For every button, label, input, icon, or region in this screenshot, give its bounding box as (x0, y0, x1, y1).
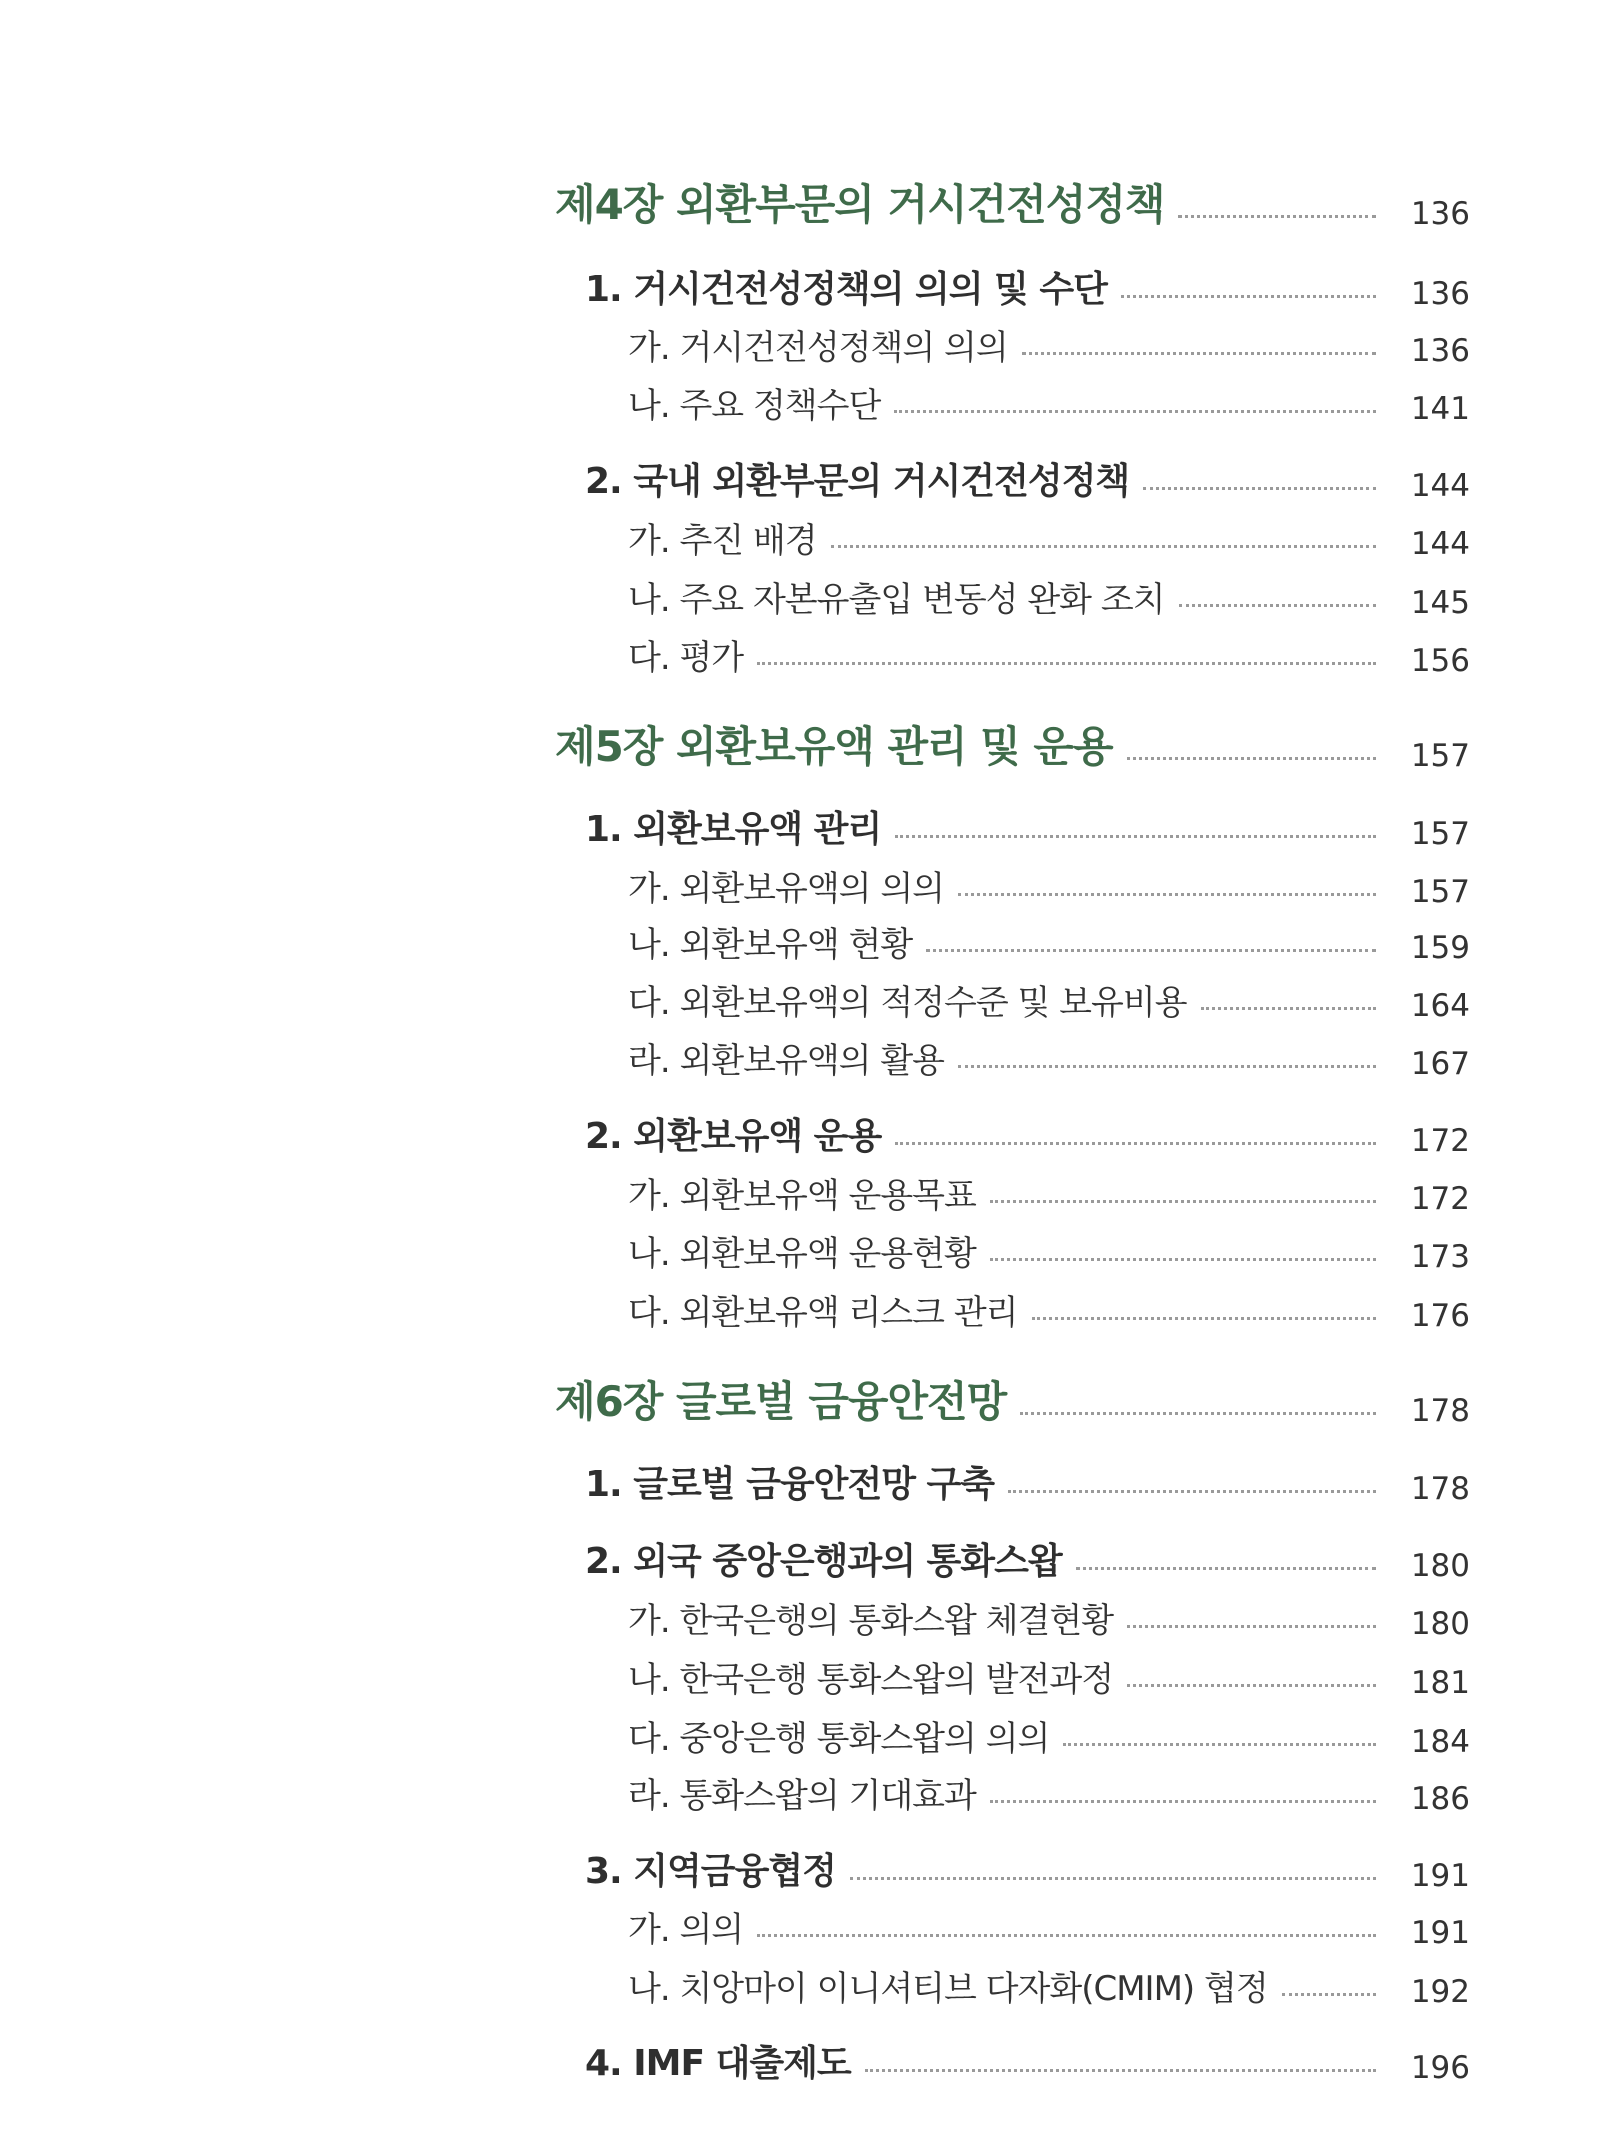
dot-leader (895, 835, 1376, 838)
dot-leader (1201, 1007, 1376, 1010)
dot-leader (895, 1142, 1376, 1145)
toc-entry-chapter[interactable] (0, 1379, 1600, 1429)
toc-entry-title: 2. 외환보유액 운용 (585, 1116, 882, 1157)
toc-entry-section[interactable] (0, 2036, 1600, 2086)
dot-leader (1121, 295, 1376, 298)
toc-entry-sub[interactable] (0, 1592, 1600, 1642)
toc-entry-sub[interactable] (0, 860, 1600, 910)
toc-entry-title: 4. IMF 대출제도 (585, 2043, 851, 2084)
toc-entry-title: 나. 한국은행 통화스왑의 발전과정 (628, 1660, 1114, 1700)
toc-entry-page-number: 144 (1410, 526, 1470, 562)
toc-entry-sub[interactable] (0, 377, 1600, 427)
toc-entry-title: 다. 외환보유액 리스크 관리 (628, 1293, 1018, 1333)
toc-entry-page-number: 173 (1410, 1239, 1470, 1275)
toc-entry-page-number: 178 (1410, 1393, 1470, 1429)
toc-entry-sub[interactable] (0, 512, 1600, 562)
toc-entry-title: 나. 치앙마이 이니셔티브 다자화(CMIM) 협정 (628, 1969, 1268, 2009)
toc-entry-title: 1. 글로벌 금융안전망 구축 (585, 1464, 995, 1505)
toc-entry-title: 가. 외환보유액 운용목표 (628, 1176, 976, 1216)
dot-leader (958, 1065, 1376, 1068)
dot-leader (831, 545, 1376, 548)
toc-entry-title: 라. 외환보유액의 활용 (628, 1041, 945, 1081)
dot-leader (1032, 1317, 1376, 1320)
dot-leader (1282, 1993, 1376, 1996)
toc-entry-page-number: 186 (1410, 1781, 1470, 1817)
dot-leader (865, 2069, 1376, 2072)
toc-entry-sub[interactable] (0, 629, 1600, 679)
toc-entry-page-number: 144 (1410, 468, 1470, 504)
toc-entry-section[interactable] (0, 802, 1600, 852)
toc-entry-page-number: 192 (1410, 1974, 1470, 2010)
toc-entry-page-number: 167 (1410, 1046, 1470, 1082)
toc-entry-page-number: 178 (1410, 1471, 1470, 1507)
toc-entry-sub[interactable] (0, 1651, 1600, 1701)
toc-entry-section[interactable] (0, 1457, 1600, 1507)
toc-entry-title: 제6장 글로벌 금융안전망 (555, 1377, 1007, 1426)
toc-entry-sub[interactable] (0, 571, 1600, 621)
toc-entry-page-number: 191 (1410, 1858, 1470, 1894)
toc-entry-section[interactable] (0, 1534, 1600, 1584)
toc-entry-sub[interactable] (0, 319, 1600, 369)
dot-leader (894, 410, 1376, 413)
toc-entry-page-number: 136 (1410, 276, 1470, 312)
dot-leader (1008, 1490, 1376, 1493)
toc-entry-sub[interactable] (0, 1284, 1600, 1334)
toc-entry-title: 나. 외환보유액 운용현황 (628, 1234, 976, 1274)
dot-leader (958, 893, 1376, 896)
toc-entry-page-number: 157 (1410, 738, 1470, 774)
toc-entry-page-number: 180 (1410, 1606, 1470, 1642)
toc-entry-page-number: 159 (1410, 930, 1470, 966)
toc-entry-page-number: 156 (1410, 643, 1470, 679)
toc-entry-page-number: 157 (1410, 816, 1470, 852)
toc-entry-sub[interactable] (0, 1225, 1600, 1275)
toc-entry-sub[interactable] (0, 1167, 1600, 1217)
toc-entry-title: 1. 외환보유액 관리 (585, 809, 882, 850)
dot-leader (850, 1877, 1376, 1880)
toc-entry-title: 나. 주요 정책수단 (628, 386, 881, 426)
toc-entry-page-number: 136 (1410, 333, 1470, 369)
toc-entry-title: 나. 주요 자본유출입 변동성 완화 조치 (628, 580, 1165, 620)
toc-entry-sub[interactable] (0, 1767, 1600, 1817)
dot-leader (926, 949, 1376, 952)
dot-leader (990, 1800, 1376, 1803)
toc-entry-title: 1. 거시건전성정책의 의의 및 수단 (585, 269, 1107, 310)
dot-leader (1063, 1743, 1376, 1746)
toc-entry-page-number: 136 (1410, 196, 1470, 232)
toc-entry-page-number: 141 (1410, 391, 1470, 427)
toc-entry-sub[interactable] (0, 916, 1600, 966)
toc-entry-title: 2. 외국 중앙은행과의 통화스왑 (585, 1541, 1062, 1582)
toc-entry-title: 제4장 외환부문의 거시건전성정책 (555, 180, 1165, 229)
toc-entry-page-number: 172 (1410, 1123, 1470, 1159)
dot-leader (1178, 215, 1376, 218)
dot-leader (990, 1258, 1376, 1261)
toc-entry-page-number: 176 (1410, 1298, 1470, 1334)
toc-entry-title: 다. 중앙은행 통화스왑의 의의 (628, 1719, 1050, 1759)
toc-entry-title: 나. 외환보유액 현황 (628, 925, 913, 965)
dot-leader (1020, 1412, 1376, 1415)
toc-entry-title: 가. 거시건전성정책의 의의 (628, 328, 1008, 368)
dot-leader (757, 1934, 1376, 1937)
dot-leader (1127, 1625, 1376, 1628)
toc-entry-title: 가. 의의 (628, 1910, 744, 1950)
toc-entry-page-number: 184 (1410, 1724, 1470, 1760)
dot-leader (1022, 352, 1376, 355)
toc-entry-chapter[interactable] (0, 724, 1600, 774)
toc-entry-section[interactable] (0, 262, 1600, 312)
dot-leader (1076, 1567, 1376, 1570)
toc-entry-page-number: 172 (1410, 1181, 1470, 1217)
dot-leader (1127, 1684, 1376, 1687)
toc-entry-sub[interactable] (0, 1960, 1600, 2010)
toc-entry-page-number: 196 (1410, 2050, 1470, 2086)
toc-entry-page-number: 181 (1410, 1665, 1470, 1701)
toc-entry-chapter[interactable] (0, 182, 1600, 232)
toc-entry-page-number: 157 (1410, 874, 1470, 910)
toc-entry-page-number: 191 (1410, 1915, 1470, 1951)
toc-entry-section[interactable] (0, 1109, 1600, 1159)
toc-entry-section[interactable] (0, 1844, 1600, 1894)
toc-entry-page-number: 180 (1410, 1548, 1470, 1584)
dot-leader (1127, 757, 1376, 760)
toc-entry-title: 가. 한국은행의 통화스왑 체결현황 (628, 1601, 1114, 1641)
toc-entry-sub[interactable] (0, 1710, 1600, 1760)
toc-entry-page-number: 145 (1410, 585, 1470, 621)
dot-leader (990, 1200, 1376, 1203)
toc-entry-title: 3. 지역금융협정 (585, 1851, 836, 1892)
dot-leader (1179, 604, 1376, 607)
toc-entry-sub[interactable] (0, 974, 1600, 1024)
toc-entry-sub[interactable] (0, 1032, 1600, 1082)
toc-entry-title: 가. 추진 배경 (628, 521, 817, 561)
toc-entry-section[interactable] (0, 454, 1600, 504)
toc-entry-title: 라. 통화스왑의 기대효과 (628, 1776, 976, 1816)
toc-entry-title: 제5장 외환보유액 관리 및 운용 (555, 722, 1113, 771)
dot-leader (1143, 487, 1376, 490)
toc-entry-sub[interactable] (0, 1901, 1600, 1951)
toc-entry-title: 가. 외환보유액의 의의 (628, 869, 945, 909)
toc-entry-page-number: 164 (1410, 988, 1470, 1024)
toc-entry-title: 2. 국내 외환부문의 거시건전성정책 (585, 461, 1130, 502)
toc-entry-title: 다. 평가 (628, 638, 744, 678)
toc-entry-title: 다. 외환보유액의 적정수준 및 보유비용 (628, 983, 1187, 1023)
dot-leader (757, 662, 1376, 665)
